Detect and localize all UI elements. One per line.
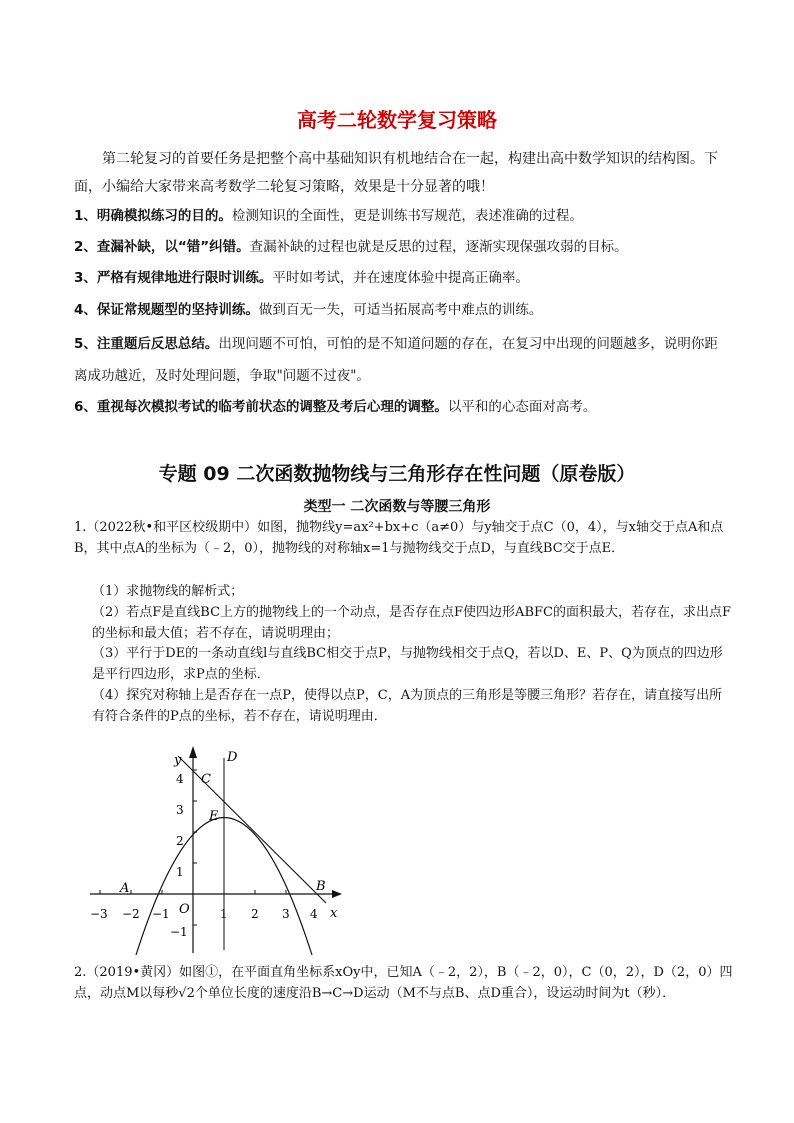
x-tick-label: −3 [90,907,108,921]
tip-5-text: 出现问题不可怕，可怕的是不知道问题的存在，在复习中出现的问题越多，说明你距离成功越近，及时处理问题，争取"问题不过夜"。 [74,336,718,384]
y-tick-label: 3 [176,803,184,817]
y-tick-label: 2 [176,834,184,848]
tip-4 [74,296,724,324]
tip-3-heading: 3、严格有规律地进行限时训练。 [74,270,273,286]
tip-5-heading: 5、注重题后反思总结。 [74,336,219,352]
tip-2-text: 查漏补缺的过程也就是反思的过程，逐渐实现保强攻弱的目标。 [249,239,628,255]
question-2-stem: 2.（2019•黄冈）如图①，在平面直角坐标系xOy中，已知A（﹣2，2），B（﹣2，0），C（0，2），D（2，0）四点，动点M以每秒√2个单位长度的速度沿B→C→D运动（M不与点B、点D重合），设运动时间为t（秒）． [74,965,733,1001]
tip-4-text: 做到百无一失，可适当拓展高考中难点的训练。 [258,302,543,318]
x-axis-label: x [330,906,338,921]
tip-3 [74,264,724,292]
question-1-part-4: （4）探究对称轴上是否存在一点P，使得以点P，C，A为顶点的三角形是等腰三角形？若存在，请直接写出所有符合条件的P点的坐标，若不存在，请说明理由． [92,688,723,724]
x-tick-label: 1 [220,907,228,921]
x-tick-label: 4 [310,907,318,921]
y-tick-label: 1 [176,865,184,879]
x-tick-label: 3 [282,907,290,921]
point-e-label: E [209,809,219,824]
point-c-label: C [201,772,211,787]
intro-paragraph: 第二轮复习的首要任务是把整个高中基础知识有机地结合在一起，构建出高中数学知识的结构图。下面，小编给大家带来高考数学二轮复习策略，效果是十分显著的哦！ [74,151,718,195]
question-1-stem: 1.（2022秋•和平区校级期中）如图，抛物线y=ax²+bx+c（a≠0）与y轴交于点C（0，4），与x轴交于点A和点B，其中点A的坐标为（﹣2，0），抛物线的对称轴x=1与抛物线交于点D，与直线BC交于点E． [74,520,724,556]
topic-title: 专题 09 二次函数抛物线与三角形存在性问题（原卷版） [158,463,636,485]
y-axis-arrow [189,746,197,758]
tip-1-heading: 1、明确模拟练习的目的。 [74,208,232,224]
tip-3-text: 平时如考试，并在速度体验中提高正确率。 [272,270,529,286]
tip-6 [74,393,724,421]
point-b-label: B [316,879,326,894]
question-1-part-1: （1）求抛物线的解析式； [92,584,244,599]
tip-4-heading: 4、保证常规题型的坚持训练。 [74,302,259,318]
tip-6-heading: 6、重视每次模拟考试的临考前状态的调整及考后心理的调整。 [74,399,448,415]
tip-2-heading: 2、查漏补缺，以“错”纠错。 [74,239,250,255]
function-graph [80,740,350,960]
tip-6-text: 以平和的心态面对高考。 [447,399,597,415]
type-heading: 类型一 二次函数与等腰三角形 [303,499,491,515]
x-tick-label: −1 [152,907,170,921]
origin-label: O [179,902,190,917]
tip-2 [74,233,724,261]
tip-1 [74,202,724,230]
y-tick-label: 4 [176,772,184,786]
x-axis-arrow [332,890,342,898]
question-1-part-3: （3）平行于DE的一条动直线l与直线BC相交于点P，与抛物线相交于点Q，若以D、E、P、Q为顶点的四边形是平行四边形，求P点的坐标． [92,646,723,682]
x-tick-label: 2 [251,907,259,921]
x-tick-label: −2 [122,907,140,921]
y-axis-label: y [174,753,182,768]
point-d-label: D [227,750,238,765]
y-tick-label: −1 [170,925,188,939]
point-a-label: A [120,881,130,896]
tip-1-text: 检测知识的全面性，更是训练书写规范，表述准确的过程。 [231,208,583,224]
question-1-part-2: （2）若点F是直线BC上方的抛物线上的一个动点，是否存在点F使四边形ABFC的面积最大，若存在，求出点F的坐标和最大值；若不存在，请说明理由； [92,605,731,641]
tip-5 [74,328,724,392]
page-title: 高考二轮数学复习策略 [297,108,497,132]
